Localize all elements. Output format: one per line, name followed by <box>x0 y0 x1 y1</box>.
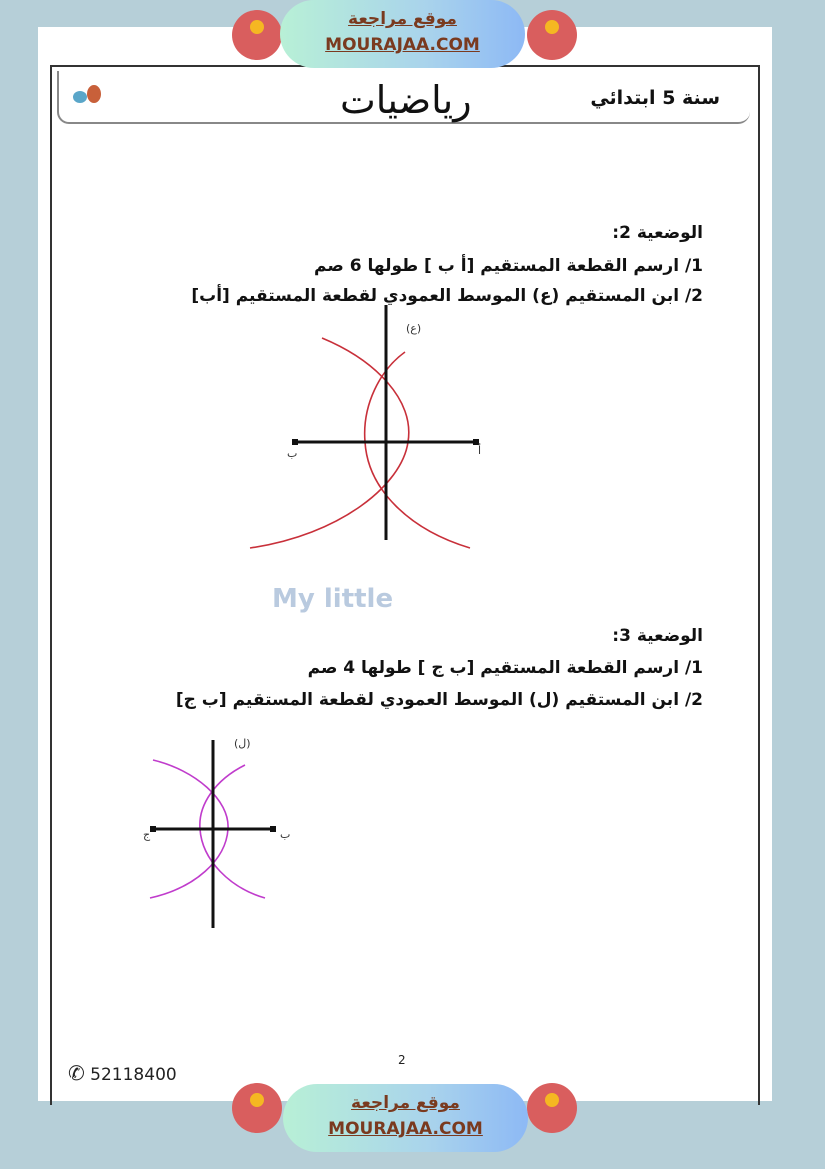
endpoint-b <box>292 439 298 445</box>
line-label-ain: (ع) <box>406 322 422 335</box>
phone-number: 52118400 <box>90 1065 177 1085</box>
endpoint-j <box>150 826 156 832</box>
section3-item2: 2/ ابن المستقيم (ل) الموسط العمودي لقطعة المستقيم [ب ج] <box>175 690 703 710</box>
grade-level: سنة 5 ابتدائي <box>590 87 720 109</box>
footer-phone <box>68 1062 177 1086</box>
banner-latin: MOURAJAA.COM <box>325 35 480 55</box>
section2-title: الوضعية 2: <box>612 223 703 243</box>
figure-1 <box>250 305 482 548</box>
site-banner-bottom[interactable] <box>283 1084 528 1152</box>
logo-icon <box>250 1093 264 1107</box>
section3-title: الوضعية 3: <box>612 626 703 646</box>
arc-2b <box>200 765 265 898</box>
figure-2 <box>150 740 276 928</box>
badge-left-bottom <box>232 1083 282 1133</box>
banner-latin: MOURAJAA.COM <box>328 1119 483 1139</box>
subject-title: رياضيات <box>340 78 472 122</box>
logo-icon <box>545 1093 559 1107</box>
section3-item1: 1/ ارسم القطعة المستقيم [ب ج ] طولها 4 صم <box>307 658 703 678</box>
page-number: 2 <box>398 1053 406 1067</box>
point-label-a: أ <box>478 444 482 457</box>
watermark: My little <box>272 584 394 614</box>
endpoint-b2 <box>270 826 276 832</box>
phone-icon: ✆ <box>68 1061 85 1085</box>
badge-right-bottom <box>527 1083 577 1133</box>
point-label-b: ب <box>287 447 298 460</box>
line-label-lam: (ل) <box>234 737 251 750</box>
banner-arabic: موقع مراجعة <box>348 9 457 29</box>
arc-1b <box>365 352 470 548</box>
point-label-b2: ب <box>280 828 291 841</box>
section2-item2: 2/ ابن المستقيم (ع) الموسط العمودي لقطعة المستقيم [أب] <box>191 286 703 306</box>
banner-arabic: موقع مراجعة <box>351 1093 460 1113</box>
point-label-j: ج <box>143 828 151 841</box>
section2-item1: 1/ ارسم القطعة المستقيم [أ ب ] طولها 6 صم <box>314 256 703 276</box>
